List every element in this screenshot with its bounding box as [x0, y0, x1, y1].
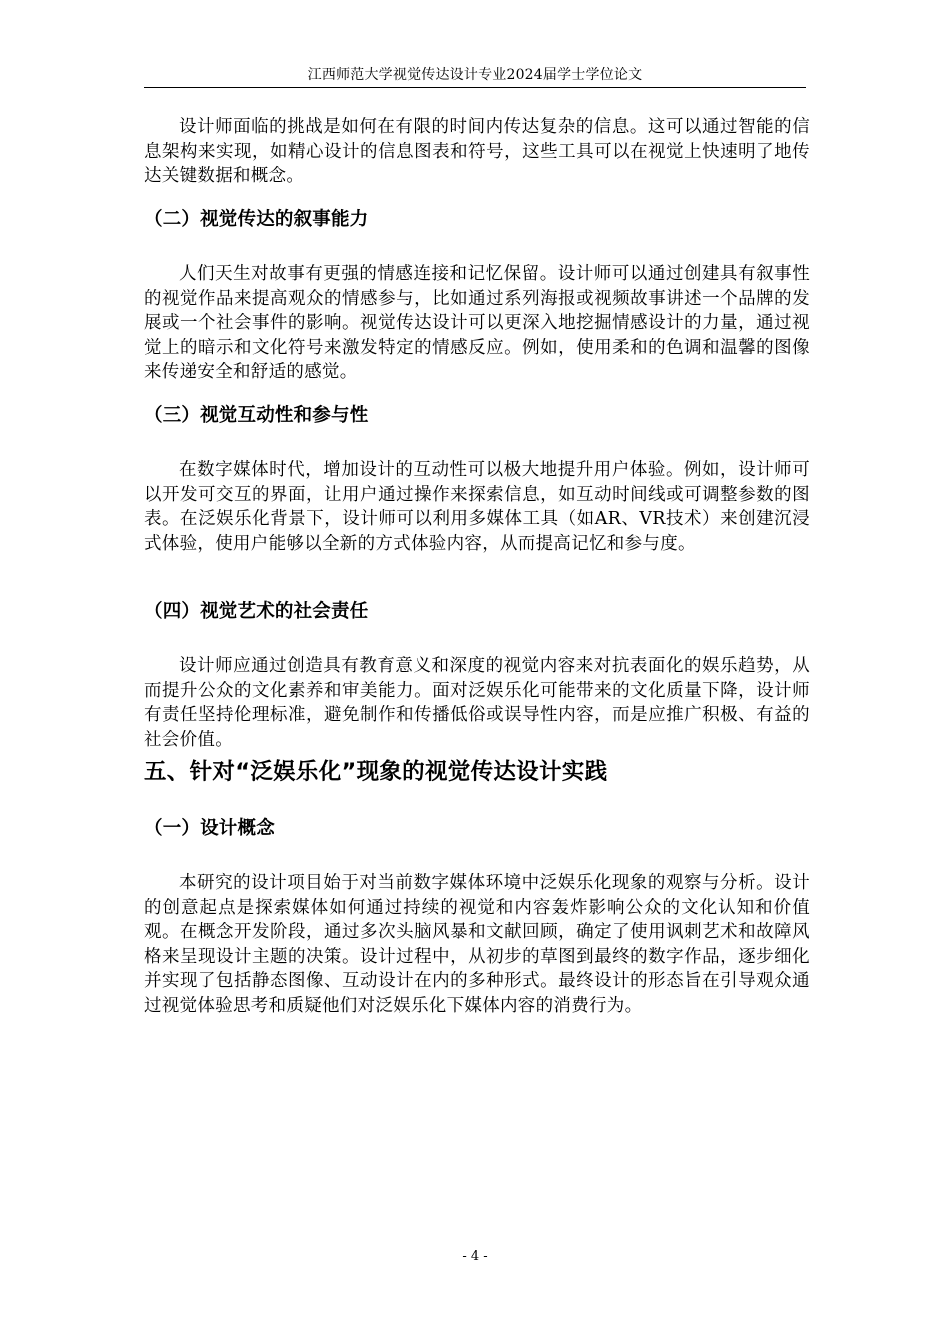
section-heading-narrative: （二）视觉传达的叙事能力	[144, 209, 369, 230]
paragraph-social-responsibility: 设计师应通过创造具有教育意义和深度的视觉内容来对抗表面化的娱乐趋势，从而提升公众的文化素养和审美能力。面对泛娱乐化可能带来的文化质量下降，设计师有责任坚持伦理标准，避免制作和传播低俗或误导性内容，而是应推广积极、有益的社会价值。	[144, 656, 810, 750]
paragraph-narrative: 人们天生对故事有更强的情感连接和记忆保留。设计师可以通过创建具有叙事性的视觉作品来提高观众的情感参与，比如通过系列海报或视频故事讲述一个品牌的发展或一个社会事件的影响。视觉传达设计可以更深入地挖掘情感设计的力量，通过视觉上的暗示和文化符号来激发特定的情感反应。例如，使用柔和的色调和温馨的图像来传递安全和舒适的感觉。	[144, 264, 810, 383]
section-heading-social-responsibility: （四）视觉艺术的社会责任	[144, 601, 369, 622]
paragraph-info-architecture: 设计师面临的挑战是如何在有限的时间内传达复杂的信息。这可以通过智能的信息架构来实现，如精心设计的信息图表和符号，这些工具可以在视觉上快速明了地传达关键数据和概念。	[144, 117, 810, 187]
chapter-heading-5: 五、针对“泛娱乐化”现象的视觉传达设计实践	[144, 759, 608, 785]
page-number: - 4 -	[462, 1249, 488, 1264]
paragraph-interactivity: 在数字媒体时代，增加设计的互动性可以极大地提升用户体验。例如，设计师可以开发可交互的界面，让用户通过操作来探索信息，如互动时间线或可调整参数的图表。在泛娱乐化背景下，设计师可以利用多媒体工具（如AR、VR技术）来创建沉浸式体验，使用户能够以全新的方式体验内容，从而提高记忆和参与度。	[144, 460, 810, 554]
running-header: 江西师范大学视觉传达设计专业2024届学士学位论文	[307, 67, 643, 83]
section-heading-design-concept: （一）设计概念	[144, 818, 275, 839]
paragraph-design-concept: 本研究的设计项目始于对当前数字媒体环境中泛娱乐化现象的观察与分析。设计的创意起点是探索媒体如何通过持续的视觉和内容轰炸影响公众的文化认知和价值观。在概念开发阶段，通过多次头脑风暴和文献回顾，确定了使用讽刺艺术和故障风格来呈现设计主题的决策。设计过程中，从初步的草图到最终的数字作品，逐步细化并实现了包括静态图像、互动设计在内的多种形式。最终设计的形态旨在引导观众通过视觉体验思考和质疑他们对泛娱乐化下媒体内容的消费行为。	[144, 873, 810, 1016]
section-heading-interactivity: （三）视觉互动性和参与性	[144, 405, 369, 426]
header-rule	[144, 87, 806, 88]
